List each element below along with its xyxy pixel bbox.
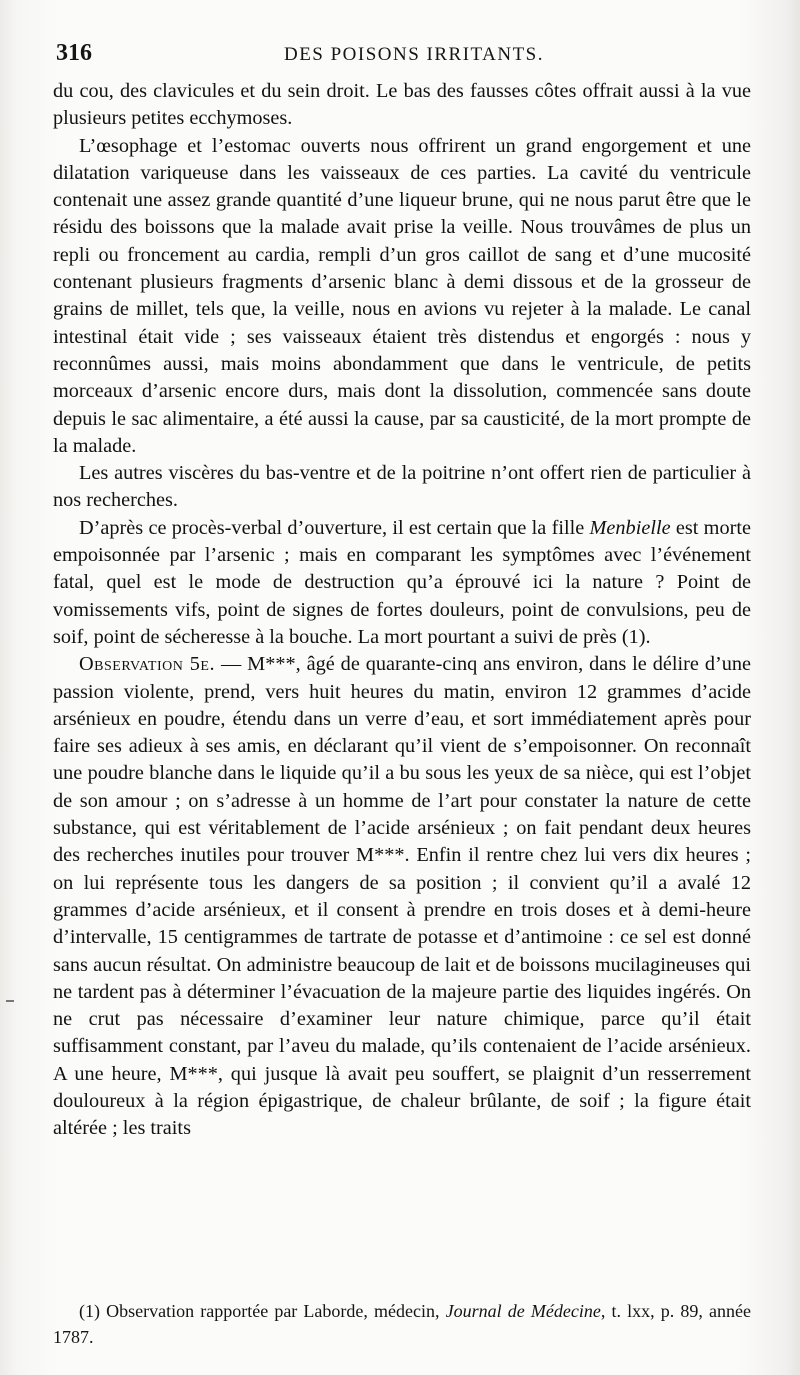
page-number: 316 bbox=[56, 40, 92, 66]
footnote-text-end: , t. lxx, p. 89, année 1787. bbox=[53, 1301, 751, 1347]
paragraph-continuation: du cou, des clavicules et du sein droit. Le bas des fausses côtes offrait aussi à la vue plusieurs petites ecchymoses. bbox=[53, 80, 751, 130]
running-title: DES POISONS IRRITANTS. bbox=[283, 44, 545, 65]
paragraph-other-viscera: Les autres viscères du bas-ventre et de la poitrine n’ont offert rien de particulier à nos recherches. bbox=[53, 462, 751, 512]
footnotes bbox=[53, 1298, 751, 1350]
footnote-1 bbox=[53, 1298, 751, 1350]
page-header bbox=[56, 40, 752, 74]
observation-label: Observation 5e. bbox=[79, 653, 216, 676]
footnote-text-start: (1) Observation rapportée par Laborde, médecin, bbox=[79, 1301, 446, 1321]
margin-mark bbox=[6, 1000, 14, 1002]
conclusion-text-start: D’après ce procès-verbal d’ouverture, il est certain que la fille bbox=[79, 516, 590, 539]
paragraph-autopsy-findings: L’œsophage et l’estomac ouverts nous offrirent un grand engorgement et une dilatation variqueuse dans les vaisseaux de ces parties. La cavité du ventricule contenait une assez grande quantité d’une liqueur brune, qui ne nous parut être que le résidu des boissons que la malade avait prise la veille. Nous trouvâmes de plus un repli ou froncement au cardia, rempli d’un gros caillot de sang et d’une mucosité contenant plusieurs fragments d’arsenic blanc à demi dissous et de la grosseur de grains de millet, tels que, la veille, nous en avions vu rejeter à la malade. Le canal intestinal était vide ; ses vaisseaux étaient très distendus et engorgés : nous y reconnûmes aussi, mais moins abondamment que dans le ventricule, de petits morceaux d’arsenic encore durs, mais dont la dissolution, commencée sans doute depuis le sac alimentaire, a été aussi la cause, par sa causticité, de la mort prompte de la malade. bbox=[53, 134, 751, 457]
body-text bbox=[53, 78, 751, 1143]
observation-text: — M***, âgé de quarante-cinq ans environ, dans le délire d’une passion violente, prend, vers huit heures du matin, environ 12 grammes d’acide arsénieux en poudre, étendu dans un verre d’eau, et sort immédiatement après pour faire ses adieux à ses amis, en déclarant qu’il vient de s’empoisonner. On reconnaît une poudre blanche dans le liquide qu’il a bu sous les yeux de sa nièce, qui est l’objet de son amour ; on s’adresse à un homme de l’art pour constater la nature de cette substance, qui est véritablement de l’acide arsénieux ; on fait pendant deux heures des recherches inutiles pour trouver M***. Enfin il rentre chez lui vers dix heures ; on lui représente tous les dangers de sa position ; il convient qu’il a avalé 12 grammes d’acide arsénieux, et il consent à prendre en trois doses et à demi-heure d’intervalle, 15 centigrammes de tartrate de potasse et d’antimoine : ce sel est donné sans aucun résultat. On administre beaucoup de lait et de boissons mucilagineuses qui ne tardent pas à déterminer l’évacuation de la majeure partie des liquides ingérés. On ne crut pas nécessaire d’examiner leur nature chimique, parce qu’il était suffisamment constant, par l’aveu du malade, qu’ils contenaient de l’acide arsénieux. A une heure, M***, qui jusque là avait peu souffert, se plaignit d’un resserrement douloureux à la région épigastrique, de chaleur brûlante, de soif ; la figure était altérée ; les traits bbox=[53, 653, 751, 1140]
conclusion-text-end: est morte empoisonnée par l’arsenic ; mais en comparant les symptômes avec l’événement fatal, quel est le mode de destruction qu’a éprouvé ici la nature ? Point de vomissements vifs, point de signes de fortes douleurs, point de convulsions, peu de soif, point de sécheresse à la bouche. La mort pourtant a suivi de près (1). bbox=[53, 516, 751, 648]
paragraph-conclusion bbox=[53, 515, 751, 651]
paragraph-observation-5 bbox=[53, 651, 751, 1142]
footnote-journal: Journal de Médecine bbox=[445, 1301, 601, 1321]
patient-name: Menbielle bbox=[589, 516, 671, 539]
